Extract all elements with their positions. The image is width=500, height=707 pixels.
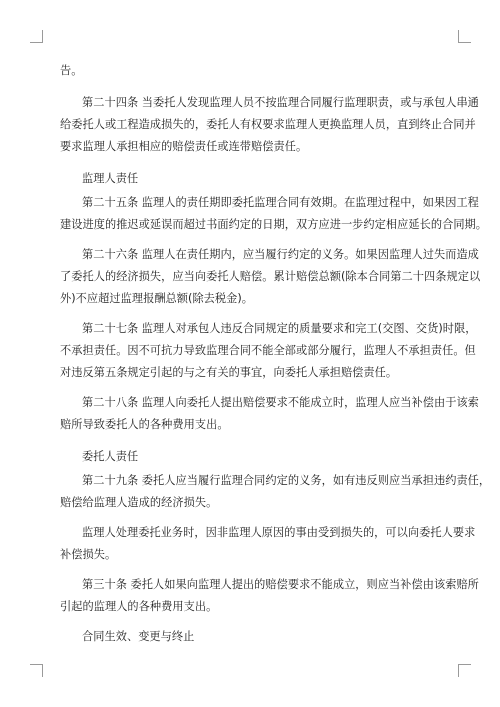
article-24-line-2: 给委托人或工程造成损失的，委托人有权要求监理人更换监理人员，直到终止合同并 xyxy=(60,118,476,131)
article-28-line-2: 赔所导致委托人的各种费用支出。 xyxy=(60,418,229,431)
paragraph-loss-compensation-line-2: 补偿损失。 xyxy=(60,548,117,561)
article-27-line-1: 第二十七条 监理人对承包人违反合同规定的质量要求和完工(交图、交货)时限， xyxy=(82,322,477,335)
article-26-line-1: 第二十六条 监理人在责任期内，应当履行约定的义务。如果因监理人过失而造成 xyxy=(82,248,479,261)
paragraph-fragment: 告。 xyxy=(60,64,83,77)
article-28-line-1: 第二十八条 监理人向委托人提出赔偿要求不能成立时，监理人应当补偿由于该索 xyxy=(82,396,479,409)
article-30-line-1: 第三十条 委托人如果向监理人提出的赔偿要求不能成立，则应当补偿由该索赔所 xyxy=(82,578,479,591)
crop-mark-top-left xyxy=(30,30,43,43)
article-25-line-1: 第二十五条 监理人的责任期即委托监理合同有效期。在监理过程中，如果因工程 xyxy=(82,196,479,209)
article-27-line-3: 对违反第五条规定引起的与之有关的事宜，向委托人承担赔偿责任。 xyxy=(60,366,398,379)
article-29-line-2: 赔偿给监理人造成的经济损失。 xyxy=(60,496,218,509)
article-25-line-2: 建设进度的推迟或延误而超过书面约定的日期，双方应进一步约定相应延长的合同期。 xyxy=(60,218,488,231)
article-26-line-3: 外)不应超过监理报酬总额(除去税金)。 xyxy=(60,292,254,305)
crop-mark-bottom-right xyxy=(458,664,471,677)
section-heading-client-liability: 委托人责任 xyxy=(82,450,139,463)
section-heading-contract-effect: 合同生效、变更与终止 xyxy=(82,630,195,643)
paragraph-loss-compensation-line-1: 监理人处理委托业务时，因非监理人原因的事由受到损失的，可以向委托人要求 xyxy=(82,526,476,539)
section-heading-supervisor-liability: 监理人责任 xyxy=(82,172,139,185)
article-30-line-2: 引起的监理人的各种费用支出。 xyxy=(60,600,218,613)
crop-mark-top-right xyxy=(458,30,471,43)
article-26-line-2: 了委托人的经济损失，应当向委托人赔偿。累计赔偿总额(除本合同第二十四条规定以 xyxy=(60,270,481,283)
article-24-line-1: 第二十四条 当委托人发现监理人员不按监理合同履行监理职责，或与承包人串通 xyxy=(82,96,479,109)
crop-mark-bottom-left xyxy=(30,664,43,677)
article-27-line-2: 不承担责任。因不可抗力导致监理合同不能全部或部分履行，监理人不承担责任。但 xyxy=(60,344,476,357)
article-24-line-3: 要求监理人承担相应的赔偿责任或连带赔偿责任。 xyxy=(60,140,308,153)
article-29-line-1: 第二十九条 委托人应当履行监理合同约定的义务，如有违反则应当承担违约责任， xyxy=(82,474,491,487)
